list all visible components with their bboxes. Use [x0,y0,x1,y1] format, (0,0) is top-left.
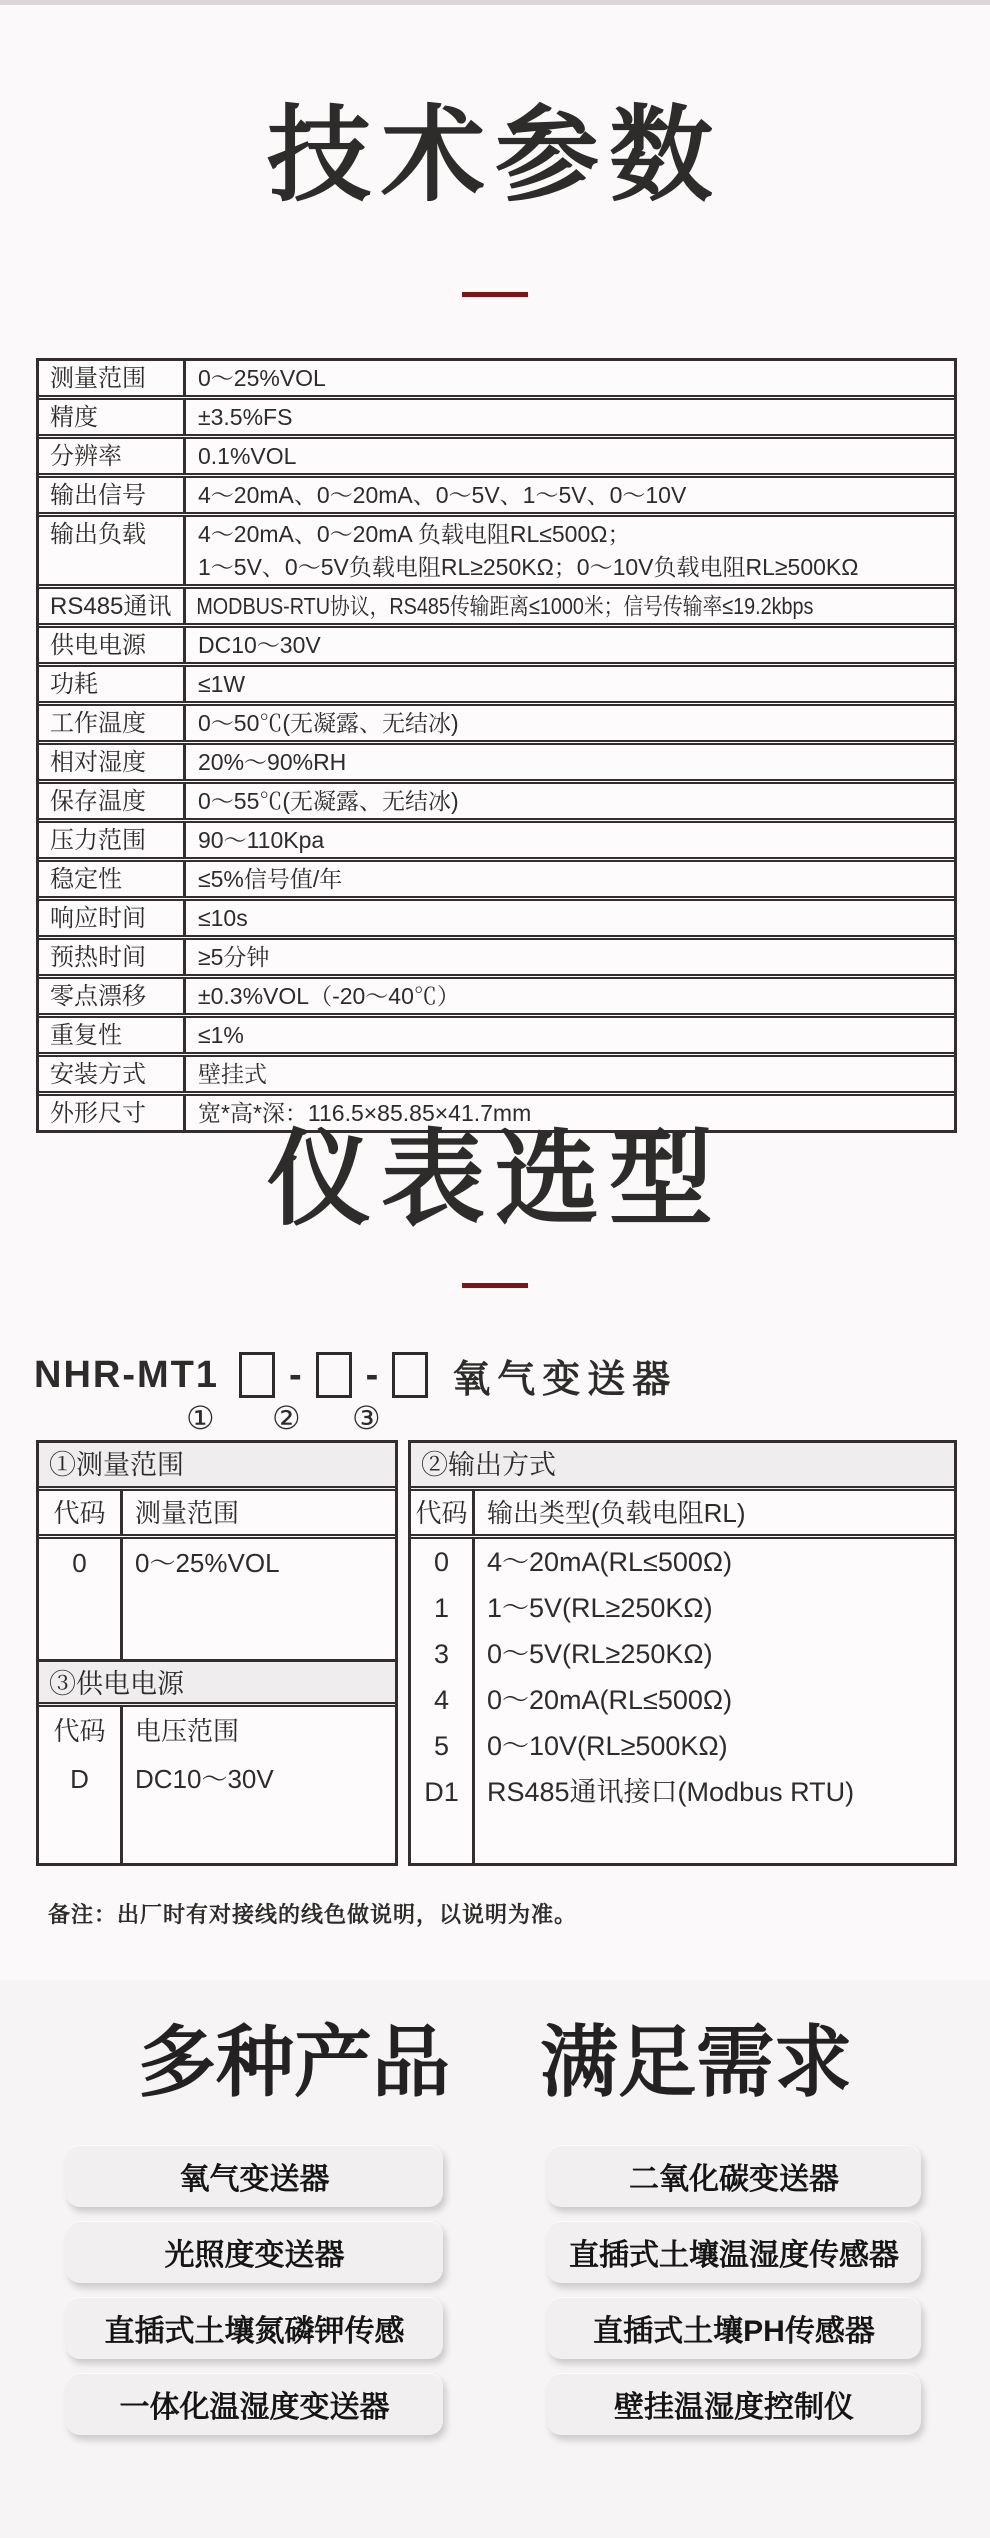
product-button-illuminance-transmitter[interactable]: 光照度变送器 [66,2221,443,2283]
spec-label: 分辨率 [39,439,186,473]
model-slot-box-2 [316,1352,352,1398]
title-underline [462,1283,528,1288]
spec-value: MODBUS-RTU协议，RS485传输距离≤1000米；信号传输率≤19.2kbps [196,593,814,619]
col-header-value: 输出类型(负载电阻RL) [487,1498,746,1528]
spec-value: 20%～90%RH [198,749,347,775]
spec-row [39,974,954,1013]
spec-label: 精度 [39,400,186,434]
spec-row [39,434,954,473]
slot-number-3: ③ [352,1400,381,1436]
product-button-grid [66,2145,921,2435]
value: 1～5V(RL≥250KΩ) [487,1593,713,1623]
spec-value: DC10～30V [198,632,321,658]
code: 3 [433,1639,450,1669]
spec-label: 功耗 [39,667,186,701]
spec-label: 压力范围 [39,823,186,857]
top-strip [0,0,990,5]
col-header-value: 测量范围 [135,1498,240,1528]
selection-rows [411,1539,954,1863]
col-header-value: 电压范围 [135,1716,240,1746]
spec-label: 供电电源 [39,628,186,662]
spec-value: ±3.5%FS [198,404,293,430]
selection-rows [39,1539,395,1659]
selection-table-output [408,1440,957,1866]
title-underline [462,292,528,297]
value: RS485通讯接口(Modbus RTU) [487,1777,855,1807]
spec-row [39,701,954,740]
spec-value: ≤10s [198,905,248,931]
spec-value: ≤5%信号值/年 [198,866,343,892]
value-cell [123,1707,395,1863]
spec-value: 宽*高*深：116.5×85.85×41.7mm [198,1100,532,1126]
spec-row [39,473,954,512]
model-product-name: 氧气变送器 [452,1358,678,1401]
selection-subheader [39,1491,395,1539]
spec-value-line-2: 1～5V、0～5V负载电阻RL≥250KΩ；0～10V负载电阻RL≥500KΩ [198,554,859,580]
spec-row [39,857,954,896]
value: 0～10V(RL≥500KΩ) [487,1731,728,1761]
spec-row [39,779,954,818]
slot-number-1: ① [186,1400,215,1436]
value-cell [123,1539,395,1659]
code: D1 [424,1777,459,1807]
spec-row [39,395,954,434]
spec-value: 90～110Kpa [198,827,325,853]
product-button-co2-transmitter[interactable]: 二氧化碳变送器 [547,2145,921,2207]
code-cell [39,1539,123,1659]
code: 0 [72,1548,87,1578]
selection-table-left [36,1440,398,1866]
col-header-code: 代码 [39,1491,123,1534]
product-button-soil-temp-humidity-sensor[interactable]: 直插式土壤温湿度传感器 [547,2221,921,2283]
model-dash: - [288,1353,302,1396]
code: 0 [433,1547,450,1577]
spec-label: 稳定性 [39,862,186,896]
model-slot-box-1 [239,1352,275,1398]
spec-row [39,1052,954,1091]
spec-value: 0～25%VOL [198,365,326,391]
value: 0～5V(RL≥250KΩ) [487,1639,713,1669]
spec-row [39,512,954,584]
code-cell [39,1707,123,1863]
slot-number-2: ② [272,1400,301,1436]
code: 5 [433,1731,450,1761]
spec-label: 重复性 [39,1018,186,1052]
section-title-tech-params: 技术参数 [266,98,723,214]
value: DC10～30V [135,1764,274,1794]
spec-label: 测量范围 [39,361,186,395]
selection-header-range: ①测量范围 [39,1443,395,1491]
spec-label: 预热时间 [39,940,186,974]
spec-row [39,662,954,701]
spec-row [39,896,954,935]
spec-value: 0.1%VOL [198,443,297,469]
remark-note: 备注：出厂时有对接线的线色做说明，以说明为准。 [48,1902,578,1927]
spec-row [39,935,954,974]
section-title-instrument-selection: 仪表选型 [266,1122,723,1238]
code: D [70,1764,89,1794]
spec-label: 保存温度 [39,784,186,818]
spec-label: 外形尺寸 [39,1096,186,1130]
spec-value: 0～50℃(无凝露、无结冰) [198,710,459,736]
spec-label: 响应时间 [39,901,186,935]
product-button-soil-npk-sensor[interactable]: 直插式土壤氮磷钾传感 [66,2297,443,2359]
selection-header-output: ②输出方式 [411,1443,954,1491]
spec-value: ≤1% [198,1022,244,1048]
spec-row [39,818,954,857]
spec-row [39,740,954,779]
spec-row [39,1013,954,1052]
code-cell [411,1539,475,1863]
spec-label: 输出信号 [39,478,186,512]
col-header-code: 代码 [53,1716,106,1746]
selection-tables [36,1440,957,1866]
value-cell [475,1539,954,1863]
value: 0～20mA(RL≤500Ω) [487,1685,733,1715]
spec-row [39,361,954,395]
code: 1 [433,1593,450,1623]
spec-table [36,358,957,1133]
selection-rows [39,1707,395,1863]
spec-label: 零点漂移 [39,979,186,1013]
product-button-oxygen-transmitter[interactable]: 氧气变送器 [66,2145,443,2207]
spec-value: ≤1W [198,671,246,697]
products-title-right: 满足需求 [540,2018,853,2106]
spec-value: ±0.3%VOL（-20～40℃） [198,983,460,1009]
spec-label: 工作温度 [39,706,186,740]
spec-value-line-1: 4～20mA、0～20mA 负载电阻RL≤500Ω； [198,521,631,547]
col-header-code: 代码 [411,1491,475,1534]
code: 4 [433,1685,450,1715]
products-title-left: 多种产品 [137,2018,450,2106]
spec-value: 4～20mA、0～20mA、0～5V、1～5V、0～10V [198,482,687,508]
selection-header-power: ③供电电源 [39,1659,395,1707]
product-button-integrated-temp-humidity-transmitter[interactable]: 一体化温湿度变送器 [66,2373,443,2435]
spec-row [39,623,954,662]
model-prefix: NHR-MT1 [34,1353,219,1396]
spec-value: 壁挂式 [198,1061,267,1087]
model-slot-box-3 [392,1352,428,1398]
spec-row [39,584,954,623]
selection-subheader [411,1491,954,1539]
spec-value [186,517,954,584]
section-title-products [0,2000,990,2112]
value: 4～20mA(RL≤500Ω) [487,1547,733,1577]
spec-label: RS485通讯 [39,589,186,623]
product-button-soil-ph-sensor[interactable]: 直插式土壤PH传感器 [547,2297,921,2359]
product-button-wall-mounted-temp-humidity-controller[interactable]: 壁挂温湿度控制仪 [547,2373,921,2435]
model-dash: - [365,1353,379,1396]
spec-label: 相对湿度 [39,745,186,779]
value: 0～25%VOL [135,1548,280,1578]
spec-label: 输出负载 [39,517,186,584]
spec-value: ≥5分钟 [198,944,270,970]
spec-label: 安装方式 [39,1057,186,1091]
model-code-line [34,1350,677,1400]
spec-value: 0～55℃(无凝露、无结冰) [198,788,459,814]
